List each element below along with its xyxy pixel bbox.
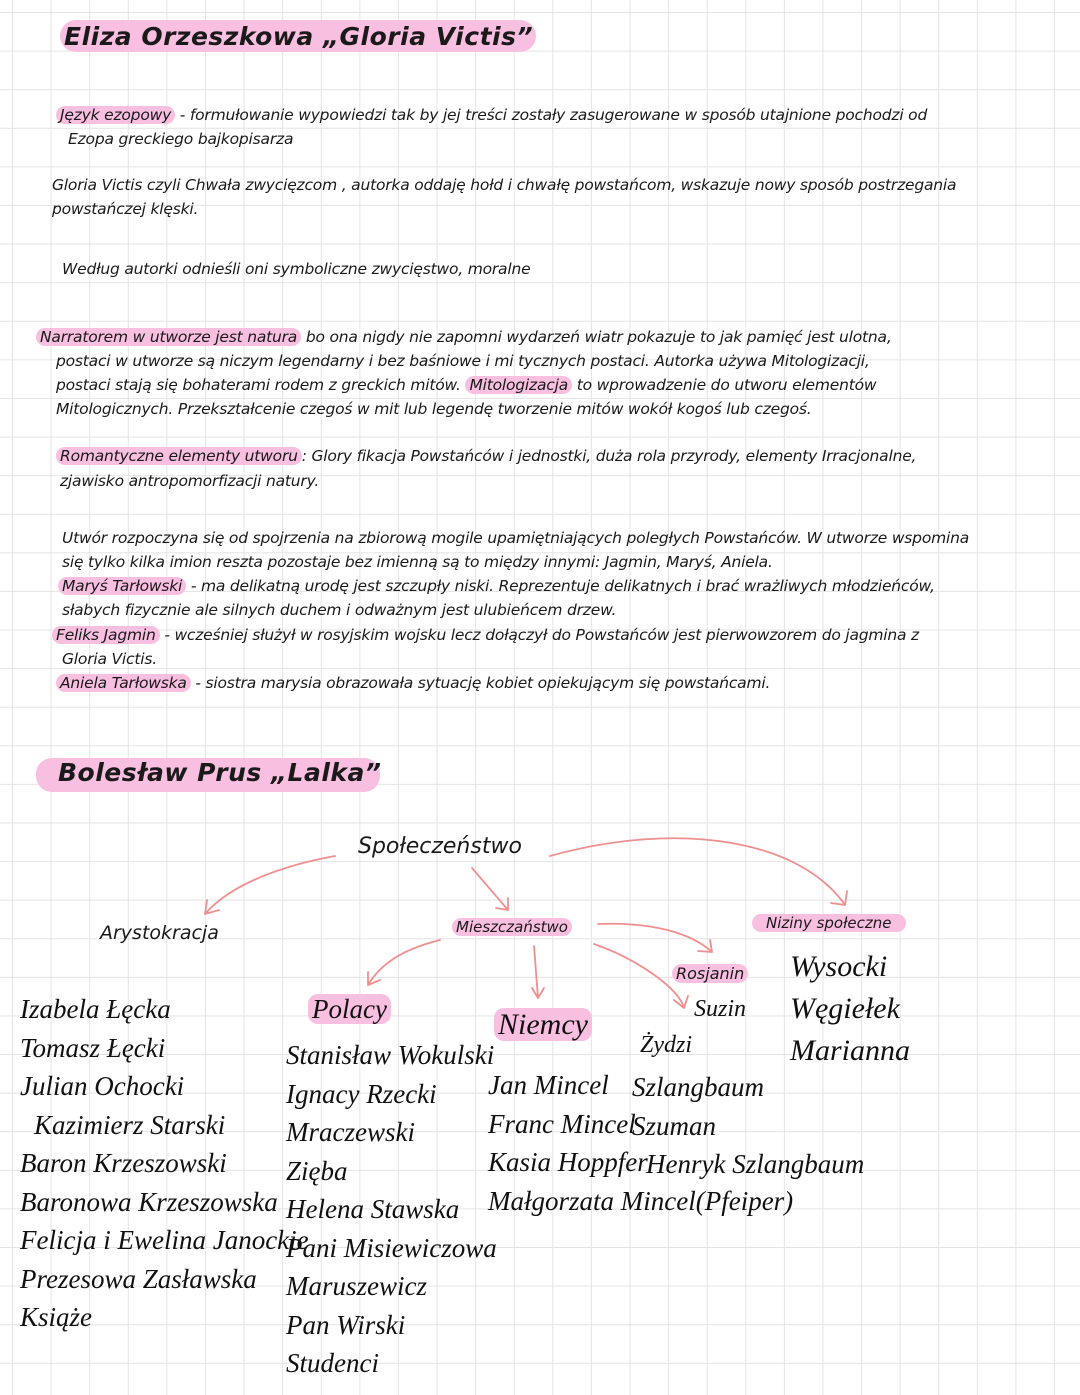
highlight-term: Aniela Tarłowska: [56, 674, 191, 692]
name-niemcy: Kasia Hoppfer: [488, 1147, 648, 1177]
group-label-niemcy: [494, 1008, 592, 1042]
name-polacy: Pani Misiewiczowa: [286, 1232, 497, 1263]
group-label-arystokracja: Arystokracja: [100, 922, 219, 944]
name-arystokracja: Prezesowa Zasławska: [20, 1263, 257, 1294]
name-zydzi: Szuman: [632, 1110, 717, 1141]
name-arystokracja: Kazimierz Starski: [34, 1109, 226, 1140]
text-line: zjawisko antropomorfizacji natury.: [60, 472, 320, 490]
group-label-rosjanin: [672, 964, 748, 983]
section-title-gloria-victis: Eliza Orzeszkowa „Gloria Victis”: [64, 22, 534, 51]
arrow-to-niziny: [550, 838, 847, 905]
name-niemcy: Małgorzata Mincel(Pfeiper): [488, 1185, 794, 1216]
label: Niziny społeczne: [752, 914, 906, 932]
group-label-niziny: [752, 914, 906, 932]
text-line: Mitologicznych. Przekształcenie czegoś w mit lub legendę tworzenie mitów wokół kogoś lub czegoś.: [56, 400, 812, 418]
text: - formułowanie wypowiedzi tak by jej treści zostały zasugerowane w sposób utajnione pochodzi od: [175, 106, 928, 124]
text-line: powstańczej klęski.: [52, 200, 199, 218]
name-polacy: Maruszewicz: [286, 1271, 427, 1301]
name-polacy: Stanisław Wokulski: [286, 1040, 495, 1070]
text: - ma delikatną urodę jest szczupły niski. Reprezentuje delikatnych i brać wrażliwych młodzieńców,: [186, 577, 935, 595]
name-zydzi: Szlangbaum: [632, 1072, 765, 1102]
text-line: postaci w utworze są niczym legendarny i bez baśniowe i mi tycznych postaci. Autorka używa Mitologizacji,: [56, 352, 870, 370]
highlight-term: Mitologizacja: [465, 376, 572, 394]
name-polacy: Helena Stawska: [286, 1194, 460, 1224]
name-polacy: Studenci: [286, 1348, 379, 1378]
mindmap-root: Społeczeństwo: [358, 834, 522, 859]
name-arystokracja: Baron Krzeszowski: [20, 1148, 227, 1178]
group-label-mieszczanstwo: [452, 918, 572, 936]
name-polacy: Pan Wirski: [286, 1309, 406, 1340]
label: Mieszczaństwo: [452, 918, 572, 936]
text-line: Według autorki odnieśli oni symboliczne zwycięstwo, moralne: [62, 260, 531, 278]
name-arystokracja: Felicja i Ewelina Janockie: [20, 1225, 309, 1255]
name-niziny: Węgiełek: [790, 992, 900, 1025]
highlight-term: Feliks Jagmin: [52, 626, 160, 644]
name-arystokracja: Izabela Łęcka: [20, 994, 171, 1024]
name-niemcy: Jan Mincel: [488, 1070, 609, 1100]
name-niziny: Marianna: [790, 1034, 910, 1067]
name-arystokracja: Julian Ochocki: [20, 1071, 185, 1101]
name-arystokracja: Książe: [20, 1302, 93, 1332]
text-line: Gloria Victis czyli Chwała zwycięzcom , autorka oddaję hołd i chwałę powstańcom, wskazuje nowy sposób postrzegania: [52, 176, 957, 194]
name-polacy: Ignacy Rzecki: [286, 1078, 437, 1109]
name-arystokracja: Baronowa Krzeszowska: [20, 1186, 278, 1217]
section-title-lalka: Bolesław Prus „Lalka”: [58, 758, 382, 787]
name-polacy: Zięba: [286, 1155, 348, 1186]
arrow-to-niemcy: [532, 946, 544, 998]
highlight-term: Romantyczne elementy utworu: [56, 447, 302, 465]
name-zydzi: Henryk Szlangbaum: [646, 1149, 865, 1179]
arrow-to-arystokracja: [205, 856, 335, 914]
text-line: słabych fizycznie ale silnych duchem i odważnym jest ulubieńcem drzew.: [62, 601, 617, 619]
text-line: się tylko kilka imion reszta pozostaje bez imienną są to między innymi: Jagmin, Maryś, Aniela.: [62, 553, 773, 571]
text: bo ona nigdy nie zapomni wydarzeń wiatr pokazuje to jak pamięć jest ulotna,: [301, 328, 892, 346]
label: Rosjanin: [672, 964, 748, 983]
arrow-to-polacy: [368, 940, 440, 985]
name-arystokracja: Tomasz Łęcki: [20, 1032, 166, 1063]
text: : Glory fikacja Powstańców i jednostki, duża rola przyrody, elementy Irracjonalne,: [301, 447, 917, 465]
label: Polacy: [308, 994, 391, 1024]
arrow-to-rosjanin: [598, 924, 712, 952]
text: postaci stają się bohaterami rodem z greckich mitów.: [56, 376, 466, 394]
arrow-to-mieszczanstwo: [472, 868, 508, 910]
text-line: Ezopa greckiego bajkopisarza: [68, 130, 294, 148]
highlight-term: Narratorem w utworze jest natura: [36, 328, 301, 346]
text: - wcześniej służył w rosyjskim wojsku lecz dołączył do Powstańców jest pierwowzorem do jagmina z: [159, 626, 919, 644]
name-rosjanin: Suzin: [694, 996, 747, 1022]
text-line: Gloria Victis.: [62, 650, 157, 668]
group-label-polacy: [308, 994, 391, 1025]
group-label-zydzi: Żydzi: [640, 1032, 693, 1058]
text: - siostra marysia obrazowała sytuację kobiet opiekującym się powstańcami.: [190, 674, 771, 692]
text-line: Utwór rozpoczyna się od spojrzenia na zbiorową mogile upamiętniających poległych Powstańców. W utworze wspomina: [62, 529, 970, 547]
name-polacy: Mraczewski: [286, 1117, 415, 1147]
highlight-term: Język ezopowy: [56, 106, 175, 124]
text: to wprowadzenie do utworu elementów: [572, 376, 877, 394]
name-niziny: Wysocki: [790, 950, 888, 983]
highlight-term: Maryś Tarłowski: [58, 577, 186, 595]
name-niemcy: Franc Mincel: [488, 1108, 636, 1139]
label: Niemcy: [494, 1008, 592, 1041]
